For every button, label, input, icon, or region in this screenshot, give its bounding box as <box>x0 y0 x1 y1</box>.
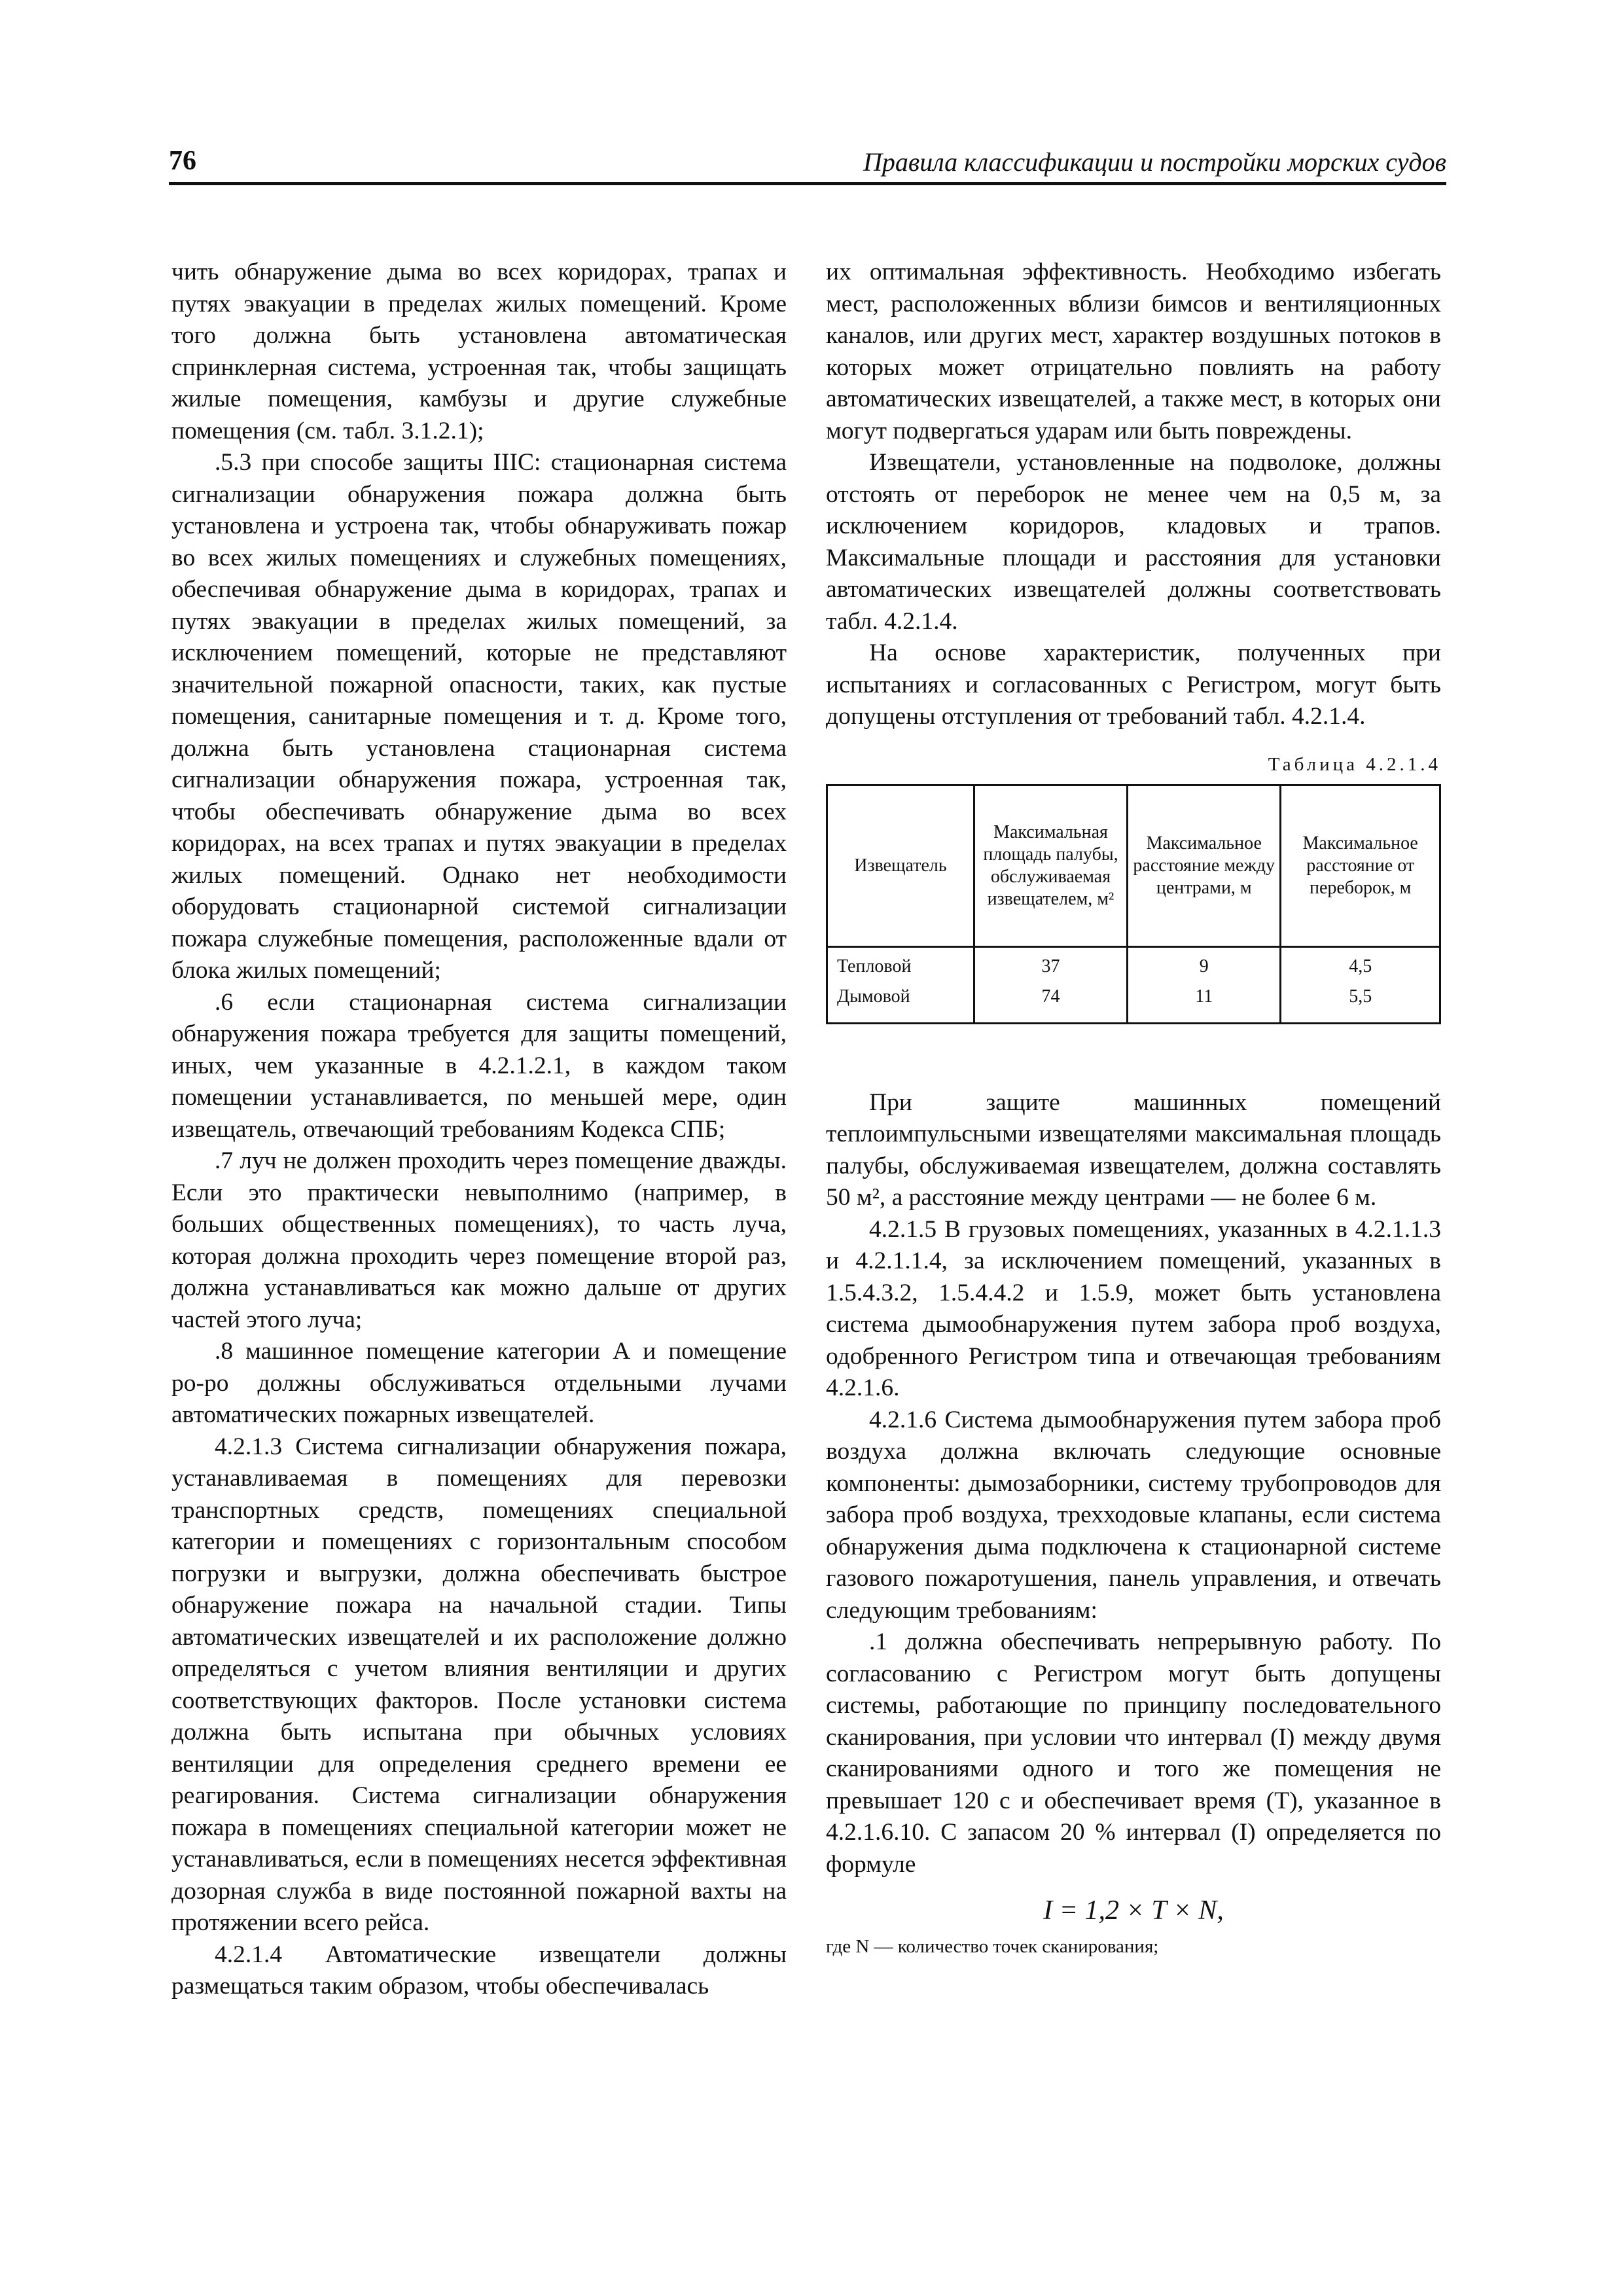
header-rule <box>169 182 1446 185</box>
paragraph: .6 если стационарная система сигнализации обнаружения пожара требуется для защиты помещений, иных, чем указанные в 4.2.1.2.1, в каждом таком помещении устанавливается, по меньшей мере, один извещатель, отвечающий требованиям Кодекса СПБ; <box>171 988 787 1143</box>
table-row <box>827 982 1440 1024</box>
paragraph: .8 машинное помещение категории А и помещение ро-ро должны обслуживаться отдельными лучами автоматических пожарных извещателей. <box>171 1338 787 1428</box>
paragraph: 4.2.1.6 Система дымообнаружения путем забора проб воздуха должна включать следующие основные компоненты: дымозаборники, систему трубопроводов для забора проб воздуха, трехходовые клапаны, если система обнаружения дыма подключена к стационарной системе газового пожаротушения, панель управления, и отвечать следующим требованиям: <box>826 1406 1441 1624</box>
paragraph: 4.2.1.5 В грузовых помещениях, указанных в 4.2.1.1.3 и 4.2.1.1.4, за исключением помещений, указанных в 1.5.4.3.2, 1.5.4.4.2 и 1.5.9, может быть установлена система дымообнаружения путем забора проб воздуха, одобренного Регистром типа и отвечающая требованиям 4.2.1.6. <box>826 1215 1441 1401</box>
cell-center: 11 <box>1128 982 1281 1024</box>
table-header-row <box>827 785 1440 946</box>
running-title: Правила классификации и постройки морских судов <box>863 147 1446 177</box>
paragraph: чить обнаружение дыма во всех коридорах, трапах и путях эвакуации в пределах жилых помещений. Кроме того должна быть установлена автоматическая спринклерная система, устроенная так, чтобы защищать жилые помещения, камбузы и другие служебные помещения (см. табл. 3.1.2.1); <box>171 259 787 444</box>
page-header <box>169 145 1446 185</box>
cell-area: 37 <box>974 946 1127 982</box>
table-caption: Таблица 4.2.1.4 <box>1268 753 1441 775</box>
paragraph: .5.3 при способе защиты IIIС: стационарная система сигнализации обнаружения пожара должна быть установлена и устроена так, чтобы обнаруживать пожар во всех жилых помещениях и служебных помещениях, обеспечивая обнаружение дыма в коридорах, трапах и путях эвакуации в пределах жилых помещений, за исключением помещений, которые не представляют значительной пожарной опасности, таких, как пустые помещения, санитарные помещения и т. д. Кроме того, должна быть установлена стационарная система сигнализации обнаружения пожара, устроенная так, чтобы обеспечивать обнаружение дыма во всех коридорах, на всех трапах и путях эвакуации в пределах жилых помещений. Однако нет необходимости оборудовать стационарной системой сигнализации пожара служебные помещения, расположенные вдали от блока жилых помещений; <box>171 449 787 984</box>
paragraph: .7 луч не должен проходить через помещение дважды. Если это практически невыполнимо (например, в больших общественных помещениях), то часть луча, которая должна проходить через помещение второй раз, должна устанавливаться как можно дальше от других частей этого луча; <box>171 1147 787 1333</box>
header-max-center-distance: Максимальное расстояние между центрами, м <box>1128 785 1281 946</box>
left-column <box>171 257 787 2003</box>
cell-detector: Тепловой <box>827 946 974 982</box>
formula-legend: где N — количество точек сканирования; <box>826 1936 1159 1957</box>
paragraph: При защите машинных помещений теплоимпульсными извещателями максимальная площадь палубы, обслуживаемая извещателем, должна составлять 50 м², а расстояние между центрами — не более 6 м. <box>826 1088 1441 1211</box>
table-row <box>827 946 1440 982</box>
paragraph: 4.2.1.3 Система сигнализации обнаружения пожара, устанавливаемая в помещениях для перевозки транспортных средств, помещениях специальной категории и помещениях с горизонтальным способом погрузки и выгрузки, должна обеспечивать быстрое обнаружение пожара на начальной стадии. Типы автоматических извещателей и их расположение должно определяться с учетом влияния вентиляции и других соответствующих факторов. После установки система должна быть испытана при обычных условиях вентиляции для определения среднего времени ее реагирования. Система сигнализации обнаружения пожара в помещениях специальной категории может не устанавливаться, если в помещениях несется эффективная дозорная служба в виде постоянной пожарной вахты на протяжении всего рейса. <box>171 1433 787 1936</box>
header-detector: Извещатель <box>827 785 974 946</box>
right-column <box>826 257 1441 1960</box>
cell-bulkhead: 5,5 <box>1281 982 1440 1024</box>
page-number: 76 <box>169 146 196 176</box>
paragraph: .1 должна обеспечивать непрерывную работу. По согласованию с Регистром могут быть допущены системы, работающие по принципу последовательного сканирования, при условии что интервал (I) между двумя сканированиями одного и того же помещения не превышает 120 с и обеспечивает время (T), указанное в 4.2.1.6.10. С запасом 20 % интервал (I) определяется по формуле <box>826 1628 1441 1878</box>
spacer <box>826 1024 1441 1087</box>
paragraph: На основе характеристик, полученных при испытаниях и согласованных с Регистром, могут быть допущены отступления от требований табл. 4.2.1.4. <box>826 639 1441 730</box>
detector-table <box>826 784 1441 1024</box>
cell-area: 74 <box>974 982 1127 1024</box>
paragraph: 4.2.1.4 Автоматические извещатели должны размещаться таким образом, чтобы обеспечивалась <box>171 1941 787 2000</box>
cell-detector: Дымовой <box>827 982 974 1024</box>
header-max-area: Максимальная площадь палубы, обслуживаемая извещателем, м² <box>974 785 1127 946</box>
formula: I = 1,2 × T × N, <box>1043 1895 1224 1926</box>
cell-center: 9 <box>1128 946 1281 982</box>
paragraph: их оптимальная эффективность. Необходимо избегать мест, расположенных вблизи бимсов и вентиляционных каналов, или других мест, характер воздушных потоков в которых может отрицательно повлиять на работу автоматических извещателей, а также мест, в которых они могут подвергаться ударам или быть повреждены. <box>826 259 1441 444</box>
header-max-bulkhead-distance: Максимальное расстояние от переборок, м <box>1281 785 1440 946</box>
paragraph: Извещатели, установленные на подволоке, должны отстоять от переборок не менее чем на 0,5 м, за исключением коридоров, кладовых и трапов. Максимальные площади и расстояния для установки автоматических извещателей должны соответствовать табл. 4.2.1.4. <box>826 449 1441 635</box>
cell-bulkhead: 4,5 <box>1281 946 1440 982</box>
